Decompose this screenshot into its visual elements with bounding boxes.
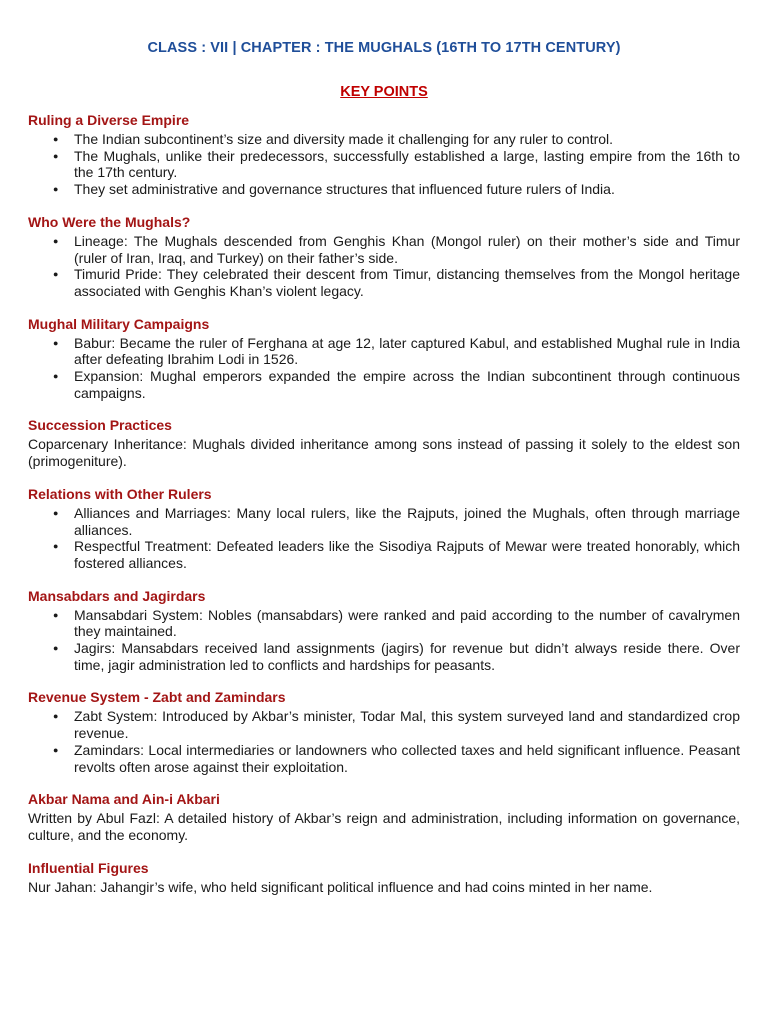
- section-military-campaigns: [28, 316, 740, 402]
- section-heading: Akbar Nama and Ain-i Akbari: [28, 791, 220, 808]
- section-heading: Mughal Military Campaigns: [28, 315, 210, 332]
- bullet-list: [28, 233, 740, 300]
- bullet-list: [28, 505, 740, 572]
- section-heading: Who Were the Mughals?: [28, 213, 191, 230]
- key-points-heading: KEY POINTS: [340, 84, 428, 100]
- bullet-item: ● Zabt System: Introduced by Akbar’s minister, Todar Mal, this system surveyed land and standardized crop revenue.: [28, 708, 740, 741]
- section-paragraph: Coparcenary Inheritance: Mughals divided inheritance among sons instead of passing it solely to the eldest son (primogeniture).: [28, 436, 740, 470]
- bullet-item: ● Mansabdari System: Nobles (mansabdars) were ranked and paid according to the number of cavalrymen they maintained.: [28, 607, 740, 640]
- section-revenue-system: [28, 689, 740, 775]
- bullet-item: ● Zamindars: Local intermediaries or landowners who collected taxes and held significant influence. Peasant revolts often arose against their exploitation.: [28, 742, 740, 775]
- bullet-item: ● The Mughals, unlike their predecessors, successfully established a large, lasting empire from the 16th to the 17th century.: [28, 148, 740, 181]
- bullet-item: ● Timurid Pride: They celebrated their descent from Timur, distancing themselves from the Mongol heritage associated with Genghis Khan’s violent legacy.: [28, 266, 740, 299]
- bullet-list: [28, 708, 740, 775]
- section-paragraph: Written by Abul Fazl: A detailed history of Akbar’s reign and administration, including information on governance, culture, and the economy.: [28, 810, 740, 843]
- bullet-item: ● Babur: Became the ruler of Ferghana at age 12, later captured Kabul, and established Mughal rule in India after defeating Ibrahim Lodi in 1526.: [28, 335, 740, 368]
- bullet-list: [28, 607, 740, 674]
- section-heading: Revenue System - Zabt and Zamindars: [28, 689, 286, 706]
- section-heading: Mansabdars and Jagirdars: [28, 587, 206, 604]
- bullet-item: ● Alliances and Marriages: Many local rulers, like the Rajputs, joined the Mughals, often through marriage alliances.: [28, 505, 740, 538]
- section-heading: Influential Figures: [28, 859, 149, 876]
- bullet-item: ● The Indian subcontinent’s size and diversity made it challenging for any ruler to control.: [28, 131, 740, 148]
- bullet-list: [28, 131, 740, 198]
- section-mansabdars-jagirdars: [28, 588, 740, 674]
- section-ruling-empire: [28, 112, 740, 198]
- bullet-item: ● Respectful Treatment: Defeated leaders like the Sisodiya Rajputs of Mewar were treated honorably, which fostered alliances.: [28, 538, 740, 571]
- section-heading: Relations with Other Rulers: [28, 485, 212, 502]
- section-succession-practices: [28, 417, 740, 469]
- section-who-were-mughals: [28, 214, 740, 300]
- bullet-item: ● Lineage: The Mughals descended from Genghis Khan (Mongol ruler) on their mother’s side and Timur (ruler of Iran, Iraq, and Turkey) on their father’s side.: [28, 233, 740, 266]
- bullet-item: ● They set administrative and governance structures that influenced future rulers of India.: [28, 181, 740, 198]
- section-influential-figures: [28, 860, 740, 896]
- bullet-list: [28, 335, 740, 402]
- section-akbar-nama: [28, 791, 740, 843]
- bullet-item: ● Expansion: Mughal emperors expanded the empire across the Indian subcontinent through continuous campaigns.: [28, 368, 740, 401]
- bullet-item: ● Jagirs: Mansabdars received land assignments (jagirs) for revenue but didn’t always reside there. Over time, jagir administration led to conflicts and hardships for peasants.: [28, 640, 740, 673]
- section-relations-rulers: [28, 486, 740, 572]
- section-paragraph: Nur Jahan: Jahangir’s wife, who held significant political influence and had coins minted in her name.: [28, 878, 653, 895]
- document-title: CLASS : VII | CHAPTER : THE MUGHALS (16TH TO 17TH CENTURY): [147, 40, 621, 56]
- section-heading: Succession Practices: [28, 417, 172, 434]
- section-heading: Ruling a Diverse Empire: [28, 112, 190, 128]
